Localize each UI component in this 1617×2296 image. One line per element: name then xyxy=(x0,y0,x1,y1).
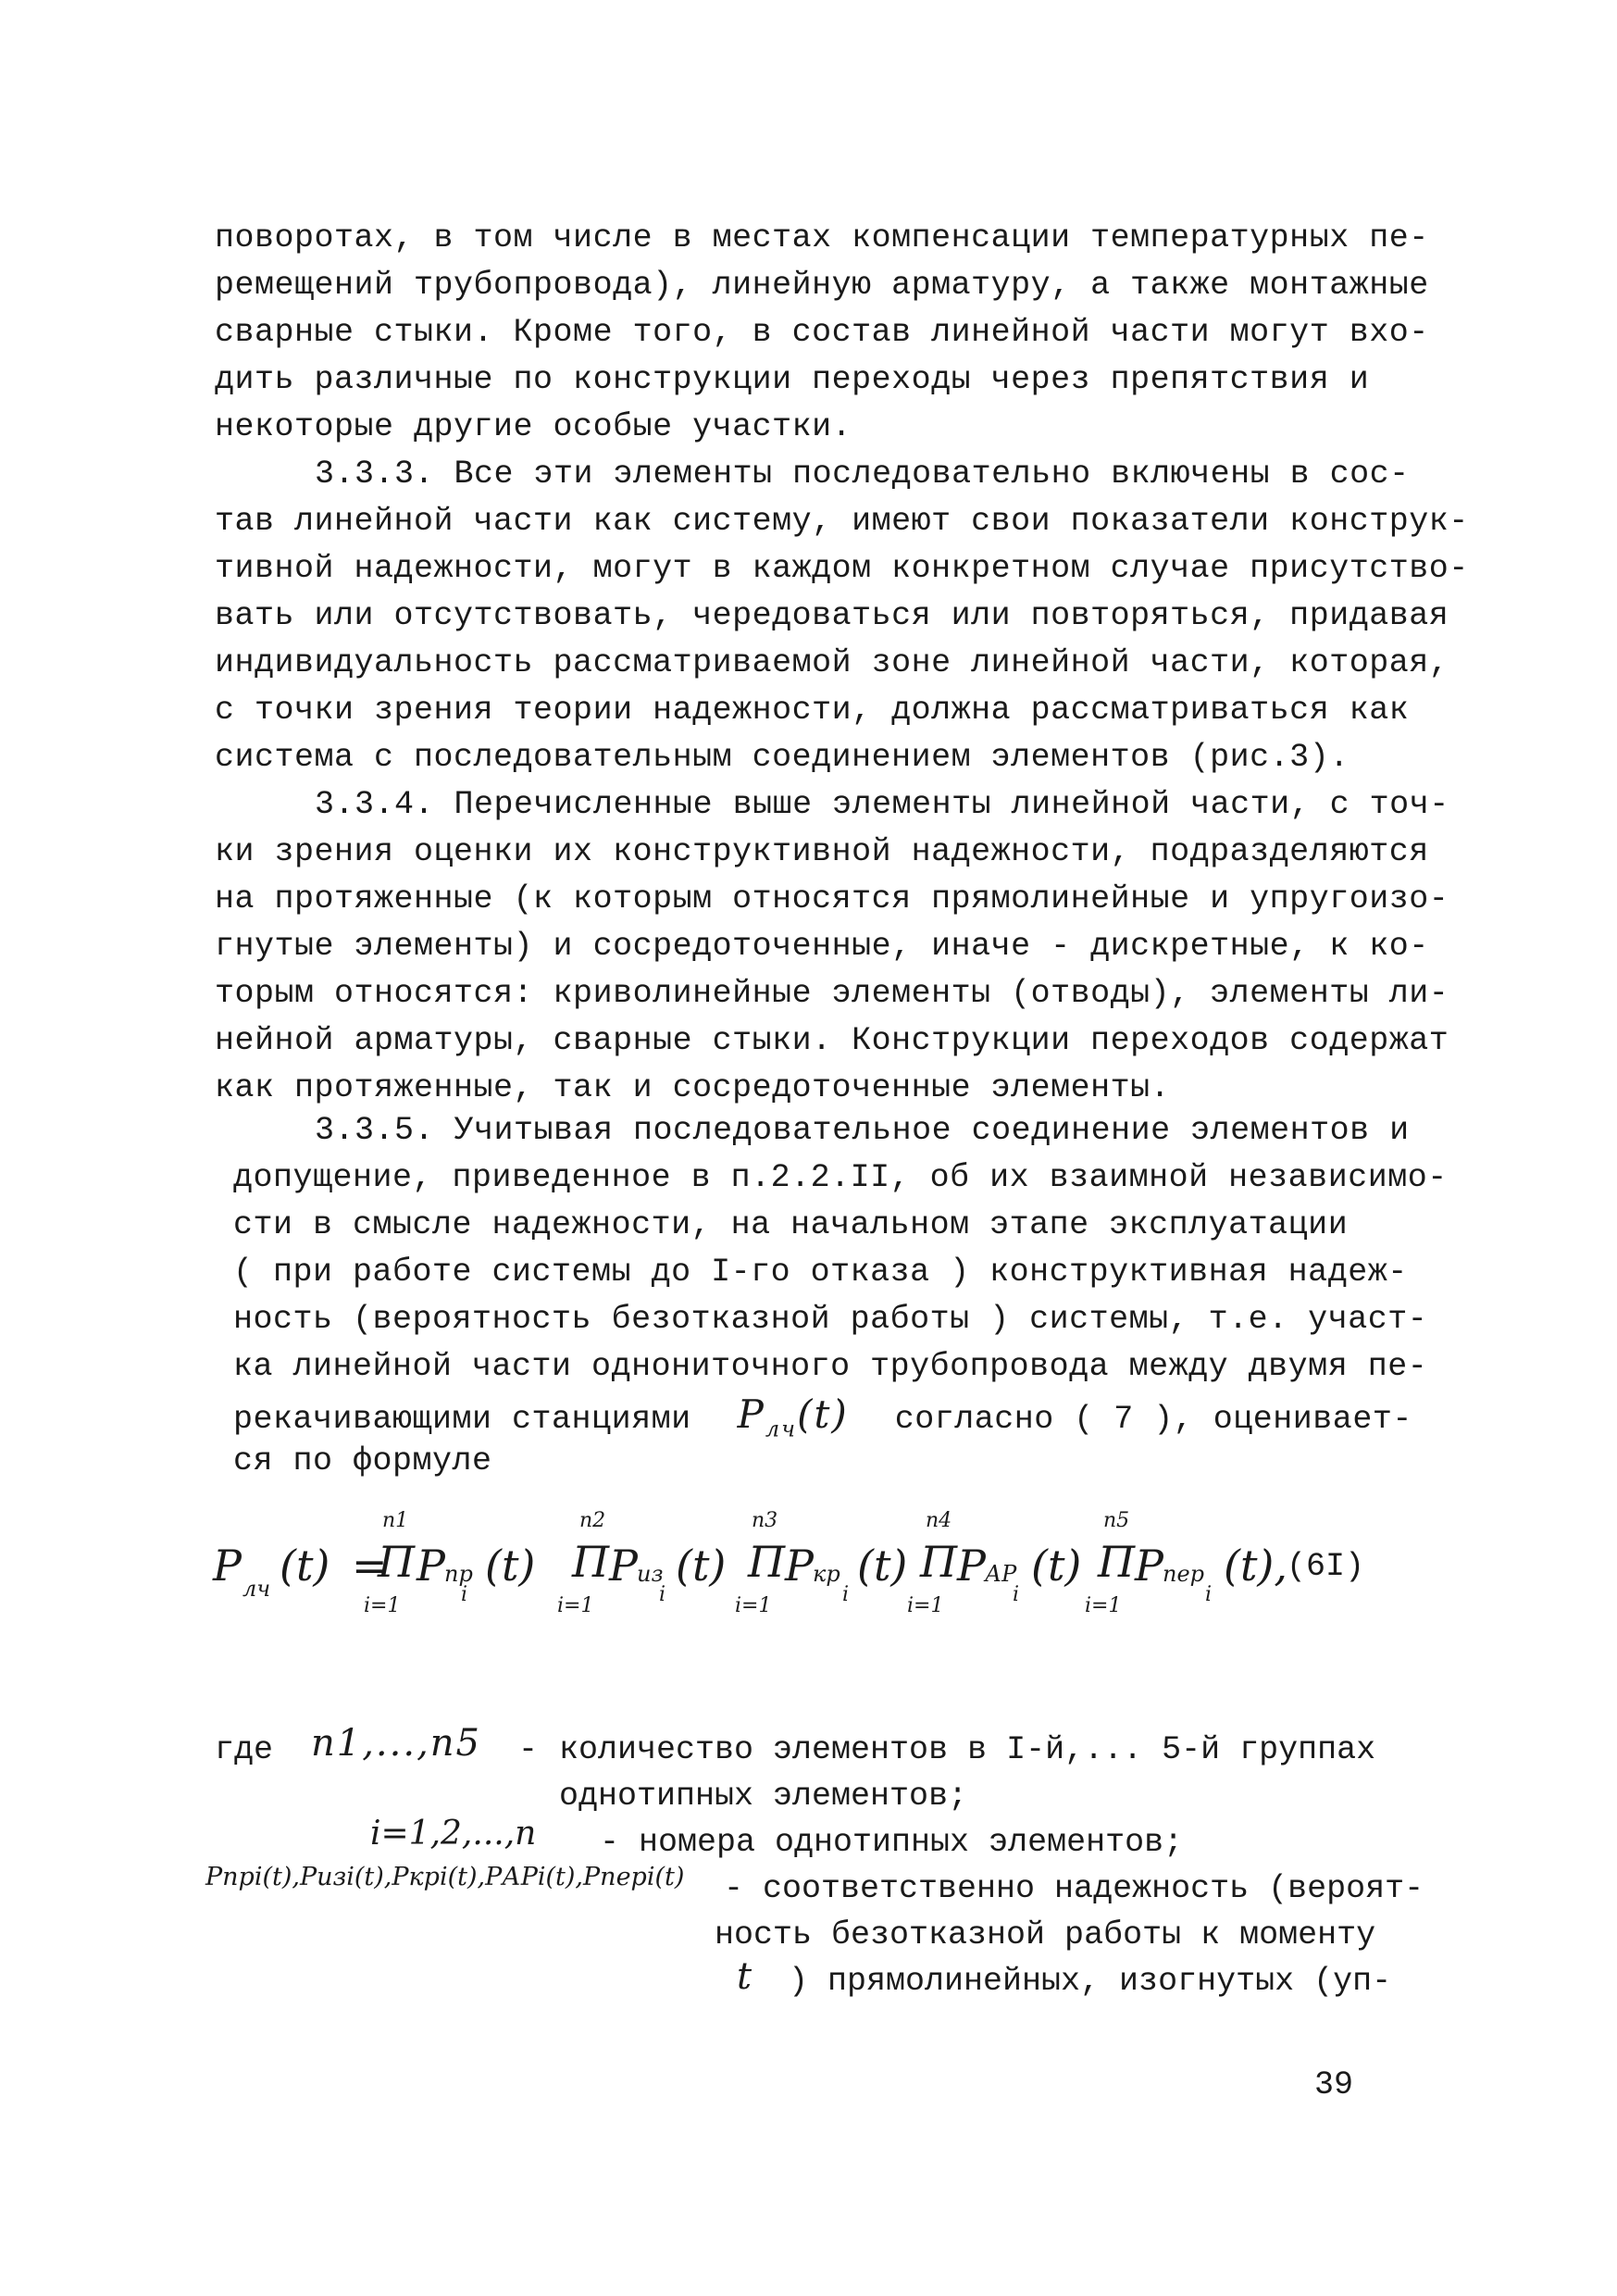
legend-text: - соответственно надежность (вероят- xyxy=(724,1870,1424,1907)
text-line: допущение, приведенное в п.2.2.II, об их взаимной независимо- xyxy=(233,1159,1448,1196)
legend-symbol-t: t xyxy=(737,1955,754,1998)
term-symbol: P xyxy=(417,1541,445,1591)
text-line: 3.3.4. Перечисленные выше элементы линейной части, с точ- xyxy=(315,786,1449,823)
legend-dash: - xyxy=(518,1731,539,1768)
term-subindex: i xyxy=(461,1583,468,1606)
text-line: ремещений трубопровода), линейную арматуру, а также монтажные xyxy=(215,267,1429,304)
term-symbol: P xyxy=(957,1541,986,1591)
legend-text: количество элементов в I-й,... 5-й группах xyxy=(559,1731,1376,1768)
product-sign: П xyxy=(1098,1537,1136,1587)
term-arg: (t), xyxy=(1224,1541,1287,1591)
upper-limit: n5 xyxy=(1103,1509,1130,1532)
text-line: нейной арматуры, сварные стыки. Конструкции переходов содержат xyxy=(215,1022,1449,1059)
formula-equals: = xyxy=(352,1541,388,1591)
text-line: тав линейной части как систему, имеют свои показатели конструк- xyxy=(215,503,1469,540)
product-sign: П xyxy=(572,1537,610,1587)
text-line xyxy=(233,1391,1448,1442)
text-line: поворотах, в том числе в местах компенсации температурных пе- xyxy=(215,219,1429,256)
term-arg: (t) xyxy=(857,1541,908,1591)
paragraph-3-3-4 xyxy=(215,781,1449,1112)
term-arg: (t) xyxy=(1031,1541,1082,1591)
equation-number: (6I) xyxy=(1287,1548,1365,1585)
text-fragment: рекачивающими станциями xyxy=(233,1401,691,1438)
text-line: некоторые другие особые участки. xyxy=(215,408,852,445)
legend-text: ) прямолинейных, изогнутых (уп- xyxy=(789,1963,1392,2000)
term-symbol: P xyxy=(785,1541,814,1591)
text-line: гнутые элементы) и сосредоточенные, иначе - дискретные, к ко- xyxy=(215,928,1429,965)
symbol-p-lch: $P_{лч}(t)$ xyxy=(737,1391,849,1442)
text-line: ся по формуле xyxy=(233,1442,492,1479)
formula-61 xyxy=(213,1509,1416,1629)
paragraph-1 xyxy=(215,215,1429,451)
text-line: сти в смысле надежности, на начальном этапе эксплуатации xyxy=(233,1206,1349,1243)
term-subindex: i xyxy=(1205,1583,1213,1606)
lower-limit: i=1 xyxy=(364,1594,401,1617)
text-line: 3.3.3. Все эти элементы последовательно включены в сос- xyxy=(315,455,1410,493)
term-subindex: i xyxy=(659,1583,666,1606)
legend-text: однотипных элементов; xyxy=(559,1778,968,1815)
product-sign: П xyxy=(378,1537,416,1587)
text-line: тивной надежности, могут в каждом конкретном случае присутство- xyxy=(215,550,1469,587)
term-arg: (t) xyxy=(485,1541,536,1591)
upper-limit: n3 xyxy=(752,1509,778,1532)
text-line: торым относятся: криволинейные элементы (отводы), элементы ли- xyxy=(215,975,1449,1012)
text-line: 3.3.5. Учитывая последовательное соединение элементов и xyxy=(315,1112,1410,1149)
legend-text: ность безотказной работы к моменту xyxy=(715,1916,1376,1953)
term-subscript: кр xyxy=(813,1561,840,1587)
text-line: ки зрения оценки их конструктивной надежности, подразделяются xyxy=(215,833,1429,870)
lower-limit: i=1 xyxy=(1085,1594,1122,1617)
term-symbol: P xyxy=(609,1541,638,1591)
text-line: ность (вероятность безотказной работы ) системы, т.е. участ- xyxy=(233,1301,1428,1338)
term-subindex: i xyxy=(1013,1583,1020,1606)
paragraph-3-3-5 xyxy=(233,1107,1448,1485)
text-line: с точки зрения теории надежности, должна рассматриваться как xyxy=(215,692,1410,729)
where-label: где xyxy=(215,1731,274,1768)
term-symbol: P xyxy=(1135,1541,1163,1591)
product-sign: П xyxy=(920,1537,958,1587)
paragraph-3-3-3 xyxy=(215,451,1469,781)
lower-limit: i=1 xyxy=(735,1594,772,1617)
term-subindex: i xyxy=(842,1583,850,1606)
text-line: ка линейной части однониточного трубопровода между двумя пе- xyxy=(233,1348,1428,1385)
term-subscript: АР xyxy=(985,1561,1017,1587)
formula-lhs-subscript: лч xyxy=(243,1576,271,1602)
text-line: вать или отсутствовать, чередоваться или повторяться, придавая xyxy=(215,597,1449,634)
term-arg: (t) xyxy=(676,1541,727,1591)
upper-limit: n2 xyxy=(579,1509,606,1532)
legend-symbol-probabilities: Pпрi(t),Pизi(t),Pкрi(t),PАРi(t),Pперi(t) xyxy=(205,1863,685,1891)
lower-limit: i=1 xyxy=(557,1594,594,1617)
legend-symbol-n: n1,...,n5 xyxy=(311,1722,481,1765)
lower-limit: i=1 xyxy=(907,1594,944,1617)
legend-text: - номера однотипных элементов; xyxy=(600,1824,1184,1861)
text-line: как протяженные, так и сосредоточенные элементы. xyxy=(215,1069,1171,1106)
formula-lhs-symbol: P xyxy=(213,1541,242,1591)
text-line: на протяженные (к которым относятся прямолинейные и упругоизо- xyxy=(215,880,1449,917)
upper-limit: n4 xyxy=(926,1509,952,1532)
term-subscript: пр xyxy=(444,1561,473,1587)
text-line: индивидуальность рассматриваемой зоне линейной части, которая, xyxy=(215,644,1449,681)
formula-lhs-arg: (t) xyxy=(280,1541,330,1591)
term-subscript: пер xyxy=(1163,1561,1205,1587)
legend-symbol-i: i=1,2,...,n xyxy=(370,1815,537,1853)
text-fragment: согласно ( 7 ), оценивает- xyxy=(894,1401,1412,1438)
upper-limit: n1 xyxy=(382,1509,409,1532)
page-number: 39 xyxy=(1314,2066,1354,2103)
text-line: ( при работе системы до I-го отказа ) конструктивная надеж- xyxy=(233,1254,1408,1291)
product-sign: П xyxy=(748,1537,786,1587)
text-line: дить различные по конструкции переходы через препятствия и xyxy=(215,361,1370,398)
text-line: сварные стыки. Кроме того, в состав линейной части могут вхо- xyxy=(215,314,1429,351)
term-subscript: из xyxy=(637,1561,664,1587)
text-line: система с последовательным соединением элементов (рис.3). xyxy=(215,739,1350,776)
